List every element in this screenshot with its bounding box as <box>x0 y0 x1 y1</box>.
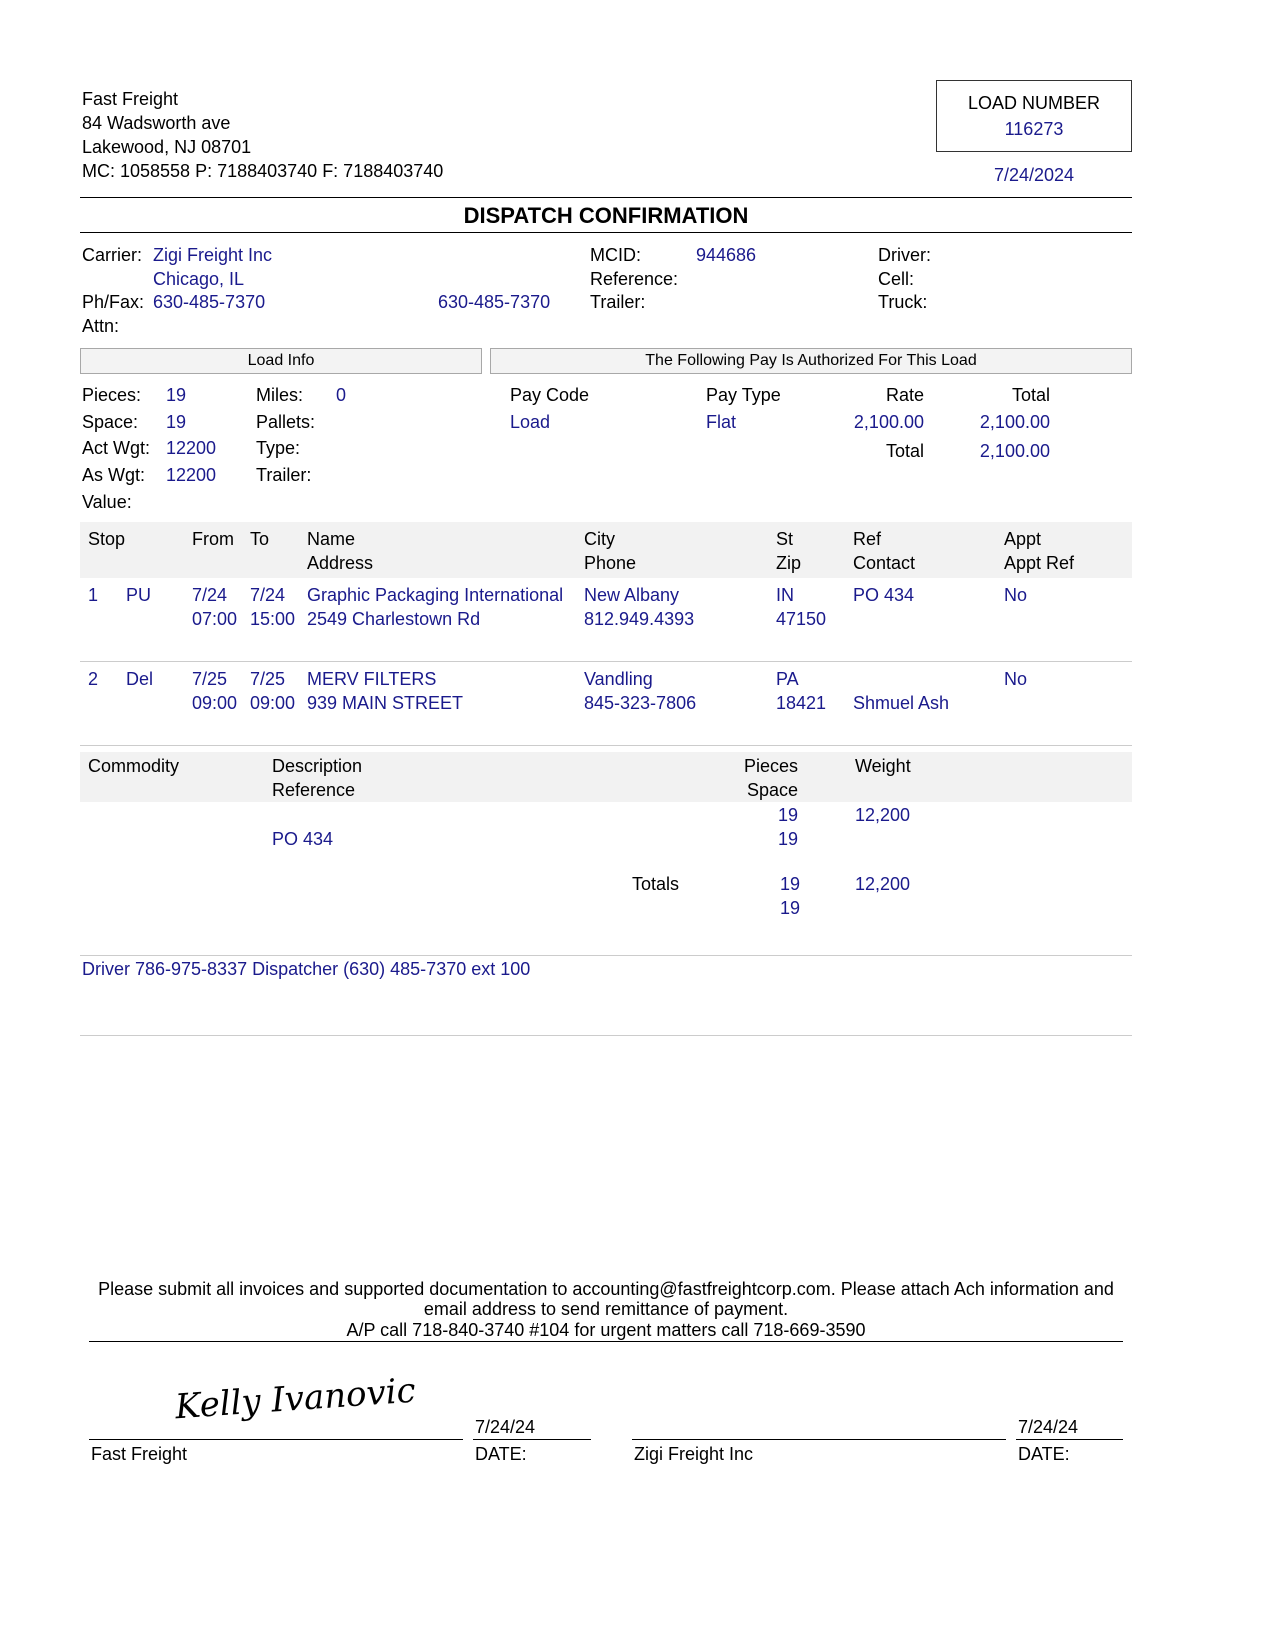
commodity-reference: PO 434 <box>272 829 334 849</box>
stop-state: PA <box>776 669 799 689</box>
from-col-header: From <box>192 529 234 549</box>
act-wgt-value: 12200 <box>166 438 217 458</box>
stop-phone: 845-323-7806 <box>584 693 697 713</box>
totals-weight: 12,200 <box>855 874 911 894</box>
load-info-header: Load Info <box>80 348 482 374</box>
miles-value: 0 <box>336 385 347 405</box>
trailer-label: Trailer: <box>590 292 646 312</box>
stop-city: Vandling <box>584 669 653 689</box>
title-rule-top <box>80 197 1132 198</box>
truck-label: Truck: <box>878 292 928 312</box>
totals-pieces: 19 <box>779 874 800 894</box>
right-date-line <box>1016 1439 1123 1440</box>
right-signature-line <box>632 1439 1006 1440</box>
carrier-fax: 630-485-7370 <box>438 292 551 312</box>
pieces-col-header: Pieces <box>743 756 798 776</box>
footer-rule <box>89 1341 1123 1342</box>
left-signer-name: Fast Freight <box>91 1444 188 1464</box>
carrier-name: Zigi Freight Inc <box>153 245 273 265</box>
title-rule-bottom <box>80 232 1132 233</box>
notes-rule-top <box>80 955 1132 956</box>
to-date: 7/24 <box>250 585 286 605</box>
load-number-box <box>936 80 1132 152</box>
mcid-value: 944686 <box>696 245 757 265</box>
attn-label: Attn: <box>82 316 120 336</box>
signature-image: Kelly Ivanovic <box>173 1370 417 1428</box>
pay-code-value: Load <box>510 412 551 432</box>
type-label: Type: <box>256 438 301 458</box>
carrier-phone: 630-485-7370 <box>153 292 266 312</box>
load-number-label: LOAD NUMBER <box>967 93 1101 113</box>
name-col-header: Name <box>307 529 356 549</box>
company-address-line1: 84 Wadsworth ave <box>82 113 231 133</box>
stop-phone: 812.949.4393 <box>584 609 695 629</box>
ref-col-header: Ref <box>853 529 882 549</box>
totals-space: 19 <box>779 898 800 918</box>
stop-type: Del <box>126 669 154 689</box>
carrier-city: Chicago, IL <box>153 269 245 289</box>
act-wgt-label: Act Wgt: <box>82 438 151 458</box>
miles-label: Miles: <box>256 385 304 405</box>
carrier-label: Carrier: <box>82 245 143 265</box>
phone-col-header: Phone <box>584 553 637 573</box>
reference-col-header: Reference <box>272 780 356 800</box>
totals-label: Totals <box>632 874 680 894</box>
company-address-line2: Lakewood, NJ 08701 <box>82 137 252 157</box>
pay-header: The Following Pay Is Authorized For This Load <box>490 348 1132 374</box>
contact-col-header: Contact <box>853 553 916 573</box>
from-date: 7/25 <box>192 669 228 689</box>
stop-city: New Albany <box>584 585 680 605</box>
footer-line-3: A/P call 718-840-3740 #104 for urgent matters call 718-669-3590 <box>346 1320 866 1340</box>
as-wgt-label: As Wgt: <box>82 465 146 485</box>
pay-type-value: Flat <box>706 412 737 432</box>
notes-rule-bottom <box>80 1035 1132 1036</box>
load-number: 116273 <box>1004 119 1064 139</box>
load-trailer-label: Trailer: <box>256 465 312 485</box>
value-label: Value: <box>82 492 132 512</box>
stop-divider-2 <box>80 745 1132 746</box>
stop-divider-1 <box>80 661 1132 662</box>
pay-code-header: Pay Code <box>510 385 590 405</box>
page-title: DISPATCH CONFIRMATION <box>463 203 749 228</box>
driver-label: Driver: <box>878 245 931 265</box>
description-col-header: Description <box>272 756 363 776</box>
mcid-label: MCID: <box>590 245 641 265</box>
to-time: 15:00 <box>250 609 296 629</box>
commodity-weight: 12,200 <box>855 805 911 825</box>
to-col-header: To <box>250 529 270 549</box>
carrier-phfax-label: Ph/Fax: <box>82 292 145 312</box>
stop-ref: PO 434 <box>853 585 915 605</box>
stop-appt: No <box>1004 669 1028 689</box>
from-date: 7/24 <box>192 585 228 605</box>
stop-name: Graphic Packaging International <box>307 585 564 605</box>
dispatch-note: Driver 786-975-8337 Dispatcher (630) 485-7370 ext 100 <box>82 959 531 979</box>
company-contact: MC: 1058558 P: 7188403740 F: 7188403740 <box>82 161 444 181</box>
pay-sum-value: 2,100.00 <box>979 441 1050 461</box>
pay-sum-label: Total <box>885 441 924 461</box>
pieces-value: 19 <box>166 385 187 405</box>
appt-ref-col-header: Appt Ref <box>1004 553 1075 573</box>
space-label: Space: <box>82 412 139 432</box>
stop-appt: No <box>1004 585 1028 605</box>
left-date-label: DATE: <box>475 1444 527 1464</box>
space-col-header: Space <box>746 780 798 800</box>
rate-header: Rate <box>885 385 924 405</box>
stop-address: 2549 Charlestown Rd <box>307 609 481 629</box>
commodity-col-header: Commodity <box>88 756 180 776</box>
stop-zip: 47150 <box>776 609 827 629</box>
to-time: 09:00 <box>250 693 296 713</box>
company-name: Fast Freight <box>82 89 179 109</box>
city-col-header: City <box>584 529 615 549</box>
footer-line-1: Please submit all invoices and supported documentation to accounting@fastfreightcorp.com. Please attach Ach information and <box>98 1279 1114 1299</box>
rate-value: 2,100.00 <box>853 412 924 432</box>
left-sign-date: 7/24/24 <box>475 1417 536 1437</box>
total-header: Total <box>1011 385 1050 405</box>
stop-zip: 18421 <box>776 693 827 713</box>
left-date-line <box>473 1439 591 1440</box>
appt-col-header: Appt <box>1004 529 1042 549</box>
load-date: 7/24/2024 <box>993 165 1075 185</box>
cell-label: Cell: <box>878 269 915 289</box>
left-signature-line <box>89 1439 463 1440</box>
right-sign-date: 7/24/24 <box>1018 1417 1079 1437</box>
reference-label: Reference: <box>590 269 679 289</box>
stop-state: IN <box>776 585 794 605</box>
stop-number: 1 <box>88 585 99 605</box>
pieces-label: Pieces: <box>82 385 142 405</box>
right-signer-name: Zigi Freight Inc <box>634 1444 754 1464</box>
address-col-header: Address <box>307 553 374 573</box>
pay-type-header: Pay Type <box>706 385 781 405</box>
from-time: 07:00 <box>192 609 238 629</box>
st-col-header: St <box>776 529 794 549</box>
from-time: 09:00 <box>192 693 238 713</box>
commodity-pieces: 19 <box>777 805 798 825</box>
stop-contact: Shmuel Ash <box>853 693 950 713</box>
right-date-label: DATE: <box>1018 1444 1070 1464</box>
zip-col-header: Zip <box>776 553 802 573</box>
pallets-label: Pallets: <box>256 412 316 432</box>
stop-address: 939 MAIN STREET <box>307 693 464 713</box>
footer-line-2: email address to send remittance of payment. <box>423 1299 789 1319</box>
total-value: 2,100.00 <box>979 412 1050 432</box>
to-date: 7/25 <box>250 669 286 689</box>
weight-col-header: Weight <box>855 756 911 776</box>
stop-name: MERV FILTERS <box>307 669 437 689</box>
stop-col-header: Stop <box>88 529 126 549</box>
space-value: 19 <box>166 412 187 432</box>
commodity-space: 19 <box>777 829 798 849</box>
commodity-header-band <box>80 752 1132 802</box>
as-wgt-value: 12200 <box>166 465 217 485</box>
stop-number: 2 <box>88 669 99 689</box>
stop-type: PU <box>126 585 152 605</box>
